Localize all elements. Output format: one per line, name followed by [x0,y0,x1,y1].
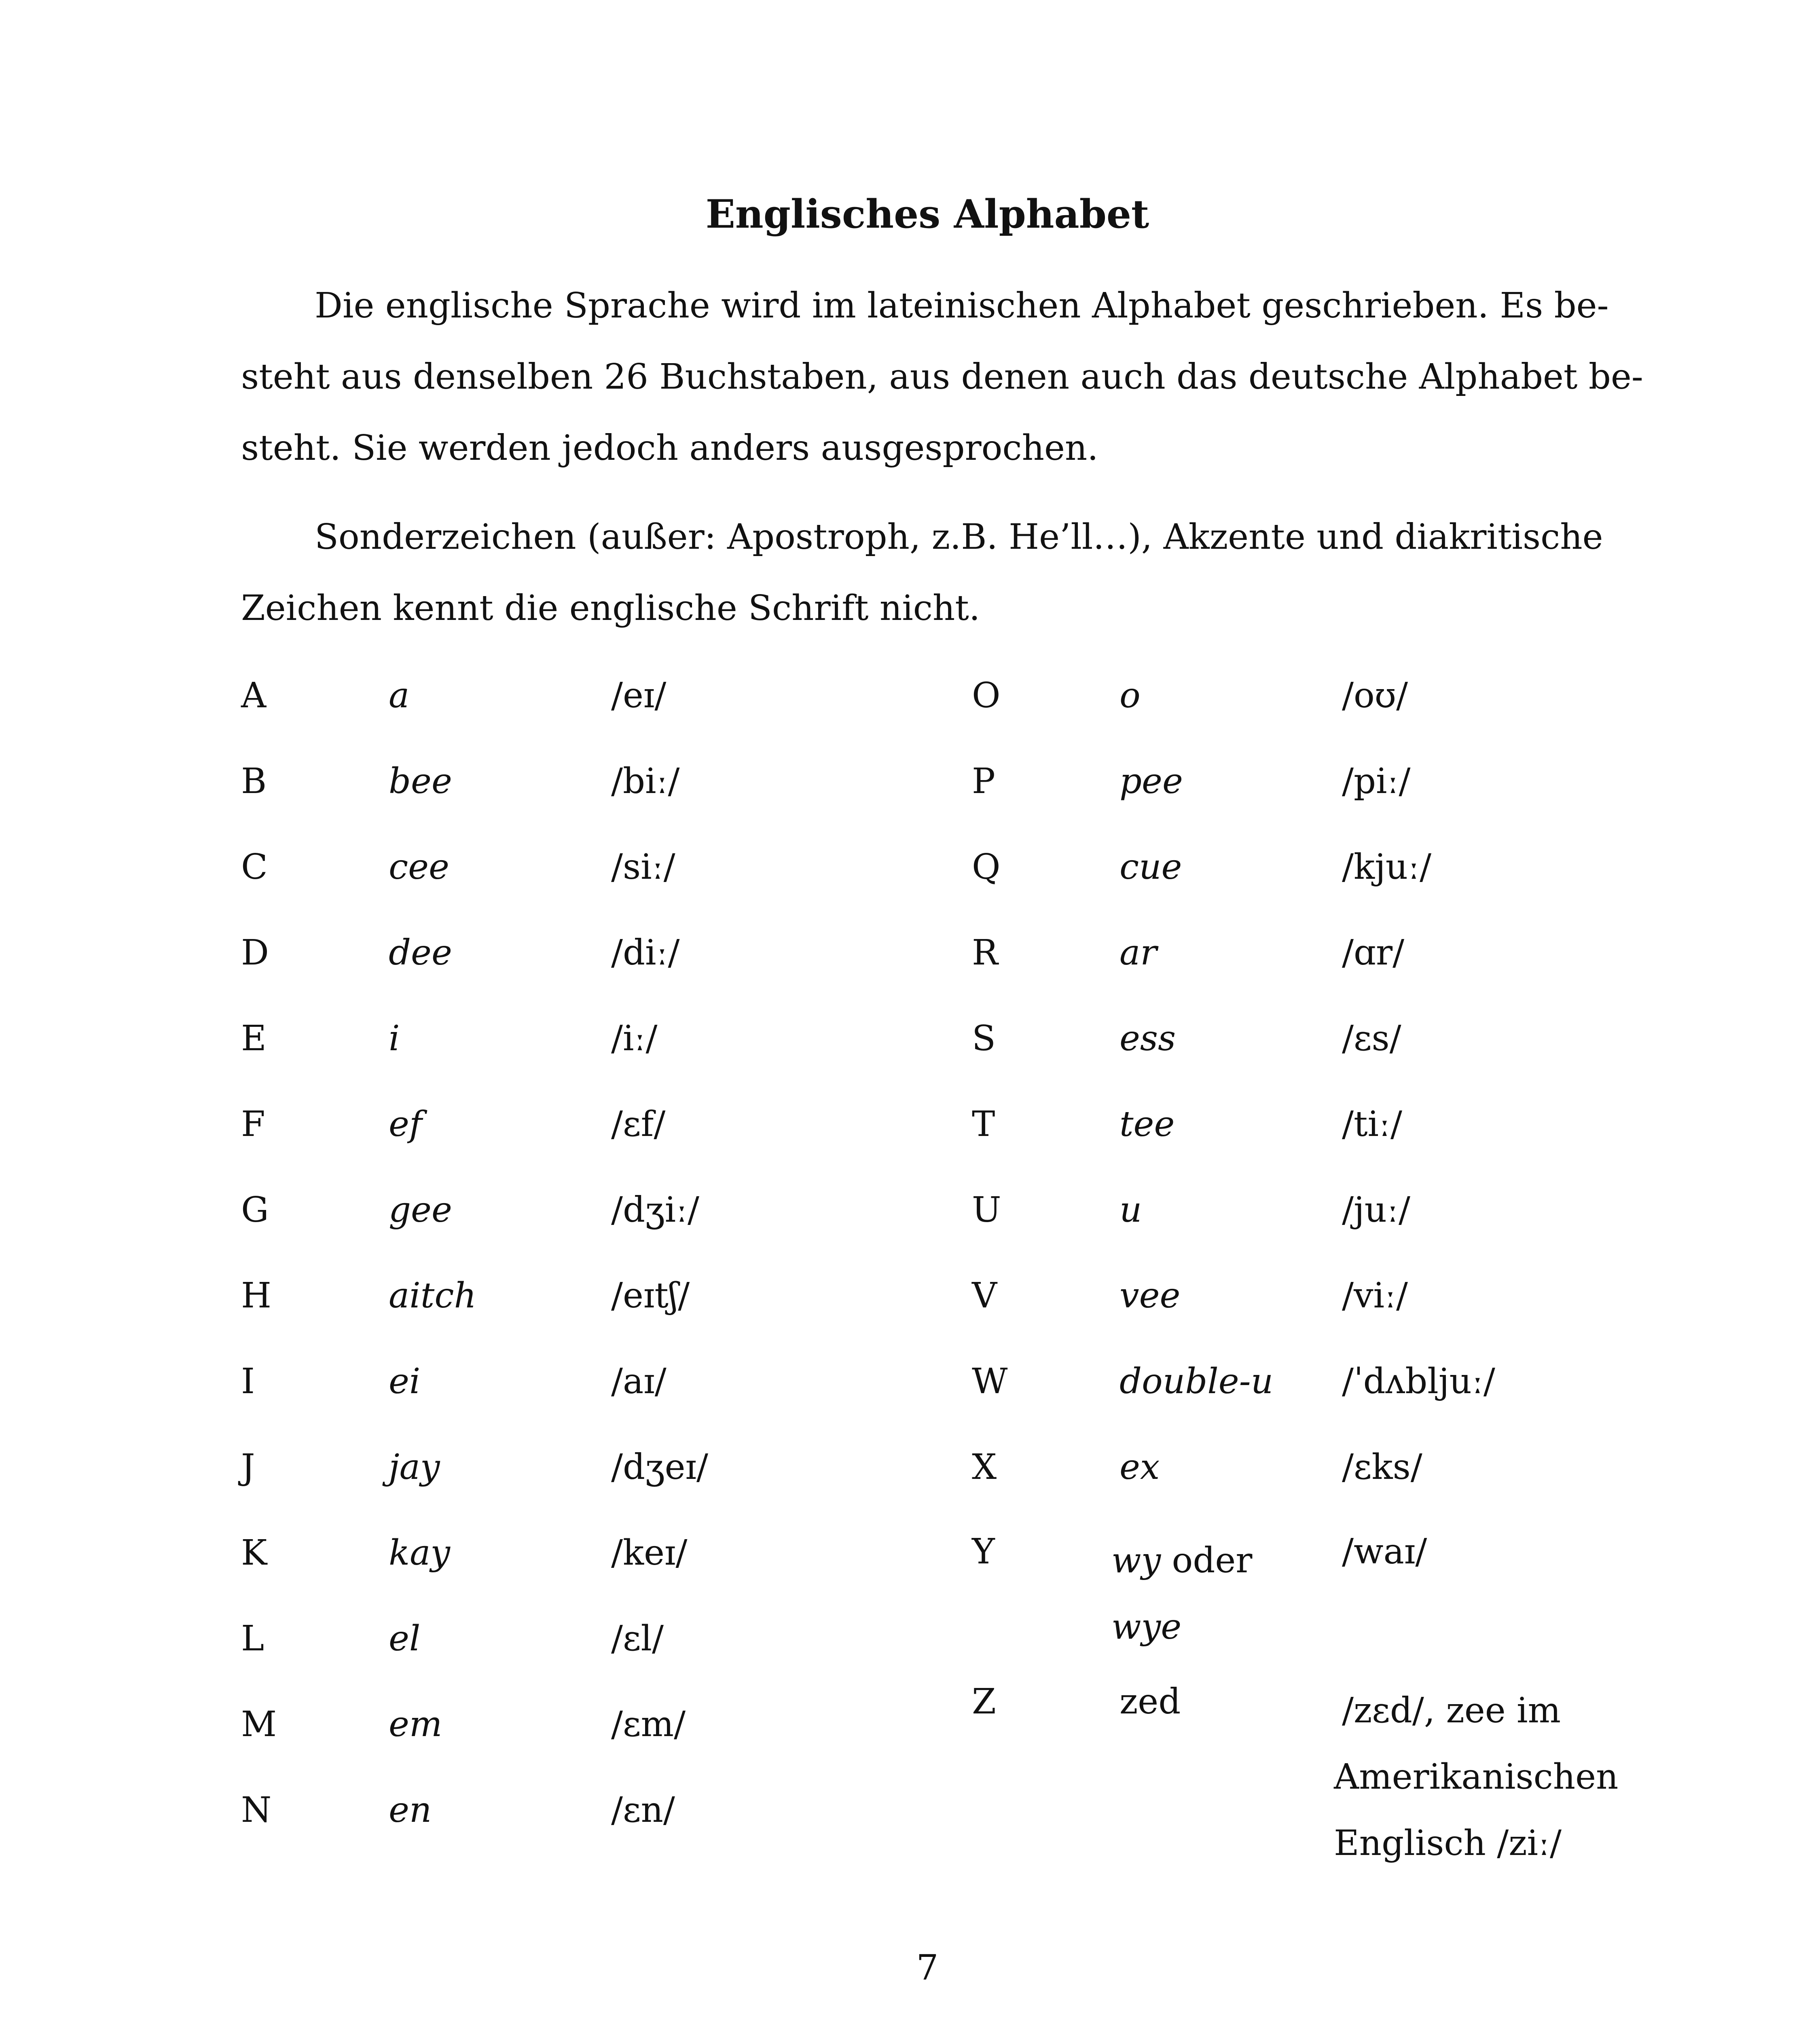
ipa-transcription: /ɛf/ [611,1104,666,1144]
ipa-transcription: /ɛn/ [611,1790,675,1830]
letter: P [972,761,995,802]
ipa-transcription: /iː/ [611,1018,658,1059]
letter: G [241,1190,269,1230]
ipa-transcription: /keɪ/ [611,1533,688,1573]
letter: H [241,1275,271,1316]
letter-name: ess [1120,1018,1176,1059]
ipa-transcription: /diː/ [611,933,680,973]
ipa-transcription: /piː/ [1342,761,1411,802]
ipa-transcription [1334,1677,1618,1876]
letter: W [972,1361,1008,1402]
paragraph-line: Die englische Sprache wird im lateinischen Alphabet geschrieben. Es be- [315,286,1609,326]
letter-name: ar [1120,933,1157,973]
paragraph-line: Zeichen kennt die englische Schrift nicht. [241,588,980,628]
letter-name: a [389,675,410,716]
letter-name [1111,1527,1252,1660]
letter: O [972,675,1001,716]
letter: C [241,847,268,887]
letter: L [241,1618,265,1659]
ipa-transcription: /dʒeɪ/ [611,1447,708,1487]
letter: M [241,1704,277,1745]
ipa-transcription: /ɛks/ [1342,1447,1422,1487]
letter-name: vee [1120,1275,1181,1316]
ipa-transcription: /ɑr/ [1342,933,1405,973]
letter: K [241,1533,267,1573]
letter: U [972,1190,1001,1230]
letter-name: en [389,1790,432,1830]
letter-name: u [1120,1190,1142,1230]
letter-name: kay [389,1533,450,1573]
letter: D [241,933,269,973]
ipa-transcription: /dʒiː/ [611,1190,700,1230]
ipa-transcription: /viː/ [1342,1275,1408,1316]
letter-name: double-u [1120,1361,1274,1402]
letter-name: o [1120,675,1141,716]
letter: I [241,1361,255,1402]
letter: B [241,761,267,802]
ipa-transcription: /siː/ [611,847,675,887]
ipa-transcription: /ɛs/ [1342,1018,1401,1059]
letter: T [972,1104,995,1144]
letter-name: ex [1120,1447,1160,1487]
ipa-transcription: /oʊ/ [1342,675,1408,716]
letter-name: i [389,1018,400,1059]
letter-name: tee [1120,1104,1175,1144]
letter: F [241,1104,265,1144]
letter-name-variant: wye [1111,1607,1182,1647]
paragraph-line: Sonderzeichen (außer: Apostroph, z.B. He’ll…), Akzente und diakritische [315,517,1603,557]
letter-name: ei [389,1361,421,1402]
ipa-transcription: /aɪ/ [611,1361,667,1402]
letter: Q [972,847,1001,887]
letter: A [241,675,267,716]
ipa-line: /zɛd/, zee im [1342,1690,1561,1731]
letter-name-connector: oder [1161,1540,1253,1581]
paragraph-line: steht. Sie werden jedoch anders ausgesprochen. [241,428,1098,468]
letter-name: el [389,1618,421,1659]
page-number: 7 [916,1948,939,1988]
letter: S [972,1018,996,1059]
letter-name: pee [1120,761,1183,802]
letter: Y [972,1531,995,1572]
ipa-transcription: /kjuː/ [1342,847,1432,887]
ipa-transcription: /tiː/ [1342,1104,1402,1144]
letter: E [241,1018,267,1059]
letter: V [972,1275,997,1316]
ipa-transcription: /eɪtʃ/ [611,1275,690,1316]
letter-name: dee [389,933,452,973]
ipa-transcription: /waɪ/ [1342,1531,1427,1572]
letter-name-variant: wy [1111,1540,1161,1581]
letter-name: cue [1120,847,1182,887]
special-characters-paragraph [241,501,1616,644]
ipa-line: Englisch /ziː/ [1334,1823,1562,1863]
letter: Z [972,1681,996,1722]
page-title: Englisches Alphabet [705,191,1149,237]
ipa-transcription: /biː/ [611,761,680,802]
letter-name: gee [389,1190,452,1230]
letter: R [972,933,998,973]
intro-paragraph [241,270,1643,484]
ipa-line: Amerikanischen [1334,1757,1619,1797]
letter: X [972,1447,997,1487]
paragraph-line: steht aus denselben 26 Buchstaben, aus denen auch das deutsche Alphabet be- [241,357,1643,397]
letter-name: aitch [389,1275,476,1316]
ipa-transcription: /juː/ [1342,1190,1410,1230]
ipa-transcription: /ɛm/ [611,1704,686,1745]
letter: J [241,1447,255,1487]
letter-name: zed [1120,1681,1181,1722]
letter-name: ef [389,1104,422,1144]
letter-name: bee [389,761,452,802]
letter: N [241,1790,272,1830]
letter-name: cee [389,847,449,887]
letter-name: em [389,1704,442,1745]
ipa-transcription: /eɪ/ [611,675,667,716]
letter-name: jay [389,1447,440,1487]
ipa-transcription: /ˈdʌbljuː/ [1342,1361,1495,1402]
ipa-transcription: /ɛl/ [611,1618,664,1659]
